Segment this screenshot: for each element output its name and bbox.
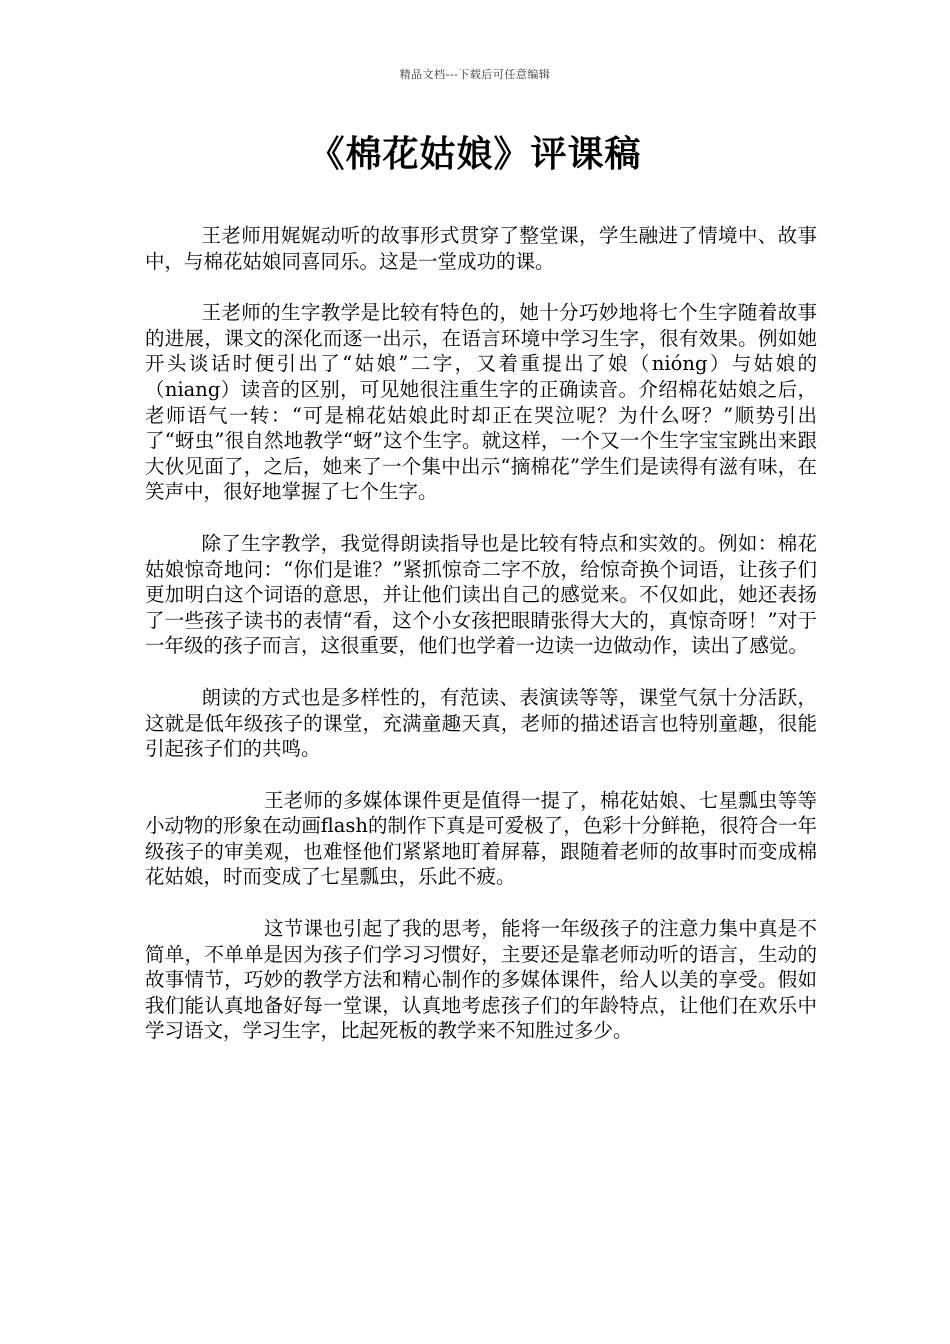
document-body [145, 223, 817, 1070]
paragraph: 王老师的生字教学是比较有特色的，她十分巧妙地将七个生字随着故事的进展，课文的深化而逐一出示，在语言环境中学习生字，很有效果。例如她开头谈话时便引出了“姑娘”二字，又着重提出了娘（nióng）与姑娘的（niang）读音的区别，可见她很注重生字的正确读音。介绍棉花姑娘之后，老师语气一转：“可是棉花姑娘此时却正在哭泣呢？为什么呀？”顺势引出了“蚜虫”很自然地教学“蚜”这个生字。就这样，一个又一个生字宝宝跳出来跟大伙见面了，之后，她来了一个集中出示“摘棉花”学生们是读得有滋有味，在笑声中，很好地掌握了七个生字。 [145, 301, 817, 504]
paragraph: 王老师的多媒体课件更是值得一提了，棉花姑娘、七星瓢虫等等小动物的形象在动画flash的制作下真是可爱极了，色彩十分鲜艳，很符合一年级孩子的审美观，也难怪他们紧紧地盯着屏幕，跟随着老师的故事时而变成棉花姑娘，时而变成了七星瓢虫，乐此不疲。 [145, 788, 817, 889]
header-note: 精品文档---下载后可任意编辑 [399, 68, 551, 81]
paragraph: 除了生字教学，我觉得朗读指导也是比较有特点和实效的。例如：棉花姑娘惊奇地问：“你们是谁？”紧抓惊奇二字不放，给惊奇换个词语，让孩子们更加明白这个词语的意思，并让他们读出自己的感觉来。不仅如此，她还表扬了一些孩子读书的表情“看，这个小女孩把眼睛张得大大的，真惊奇呀！”对于一年级的孩子而言，这很重要，他们也学着一边读一边做动作，读出了感觉。 [145, 531, 817, 658]
paragraph: 王老师用娓娓动听的故事形式贯穿了整堂课，学生融进了情境中、故事中，与棉花姑娘同喜同乐。这是一堂成功的课。 [145, 224, 817, 273]
document-title: 《棉花姑娘》评课稿 [308, 133, 642, 175]
paragraph: 这节课也引起了我的思考，能将一年级孩子的注意力集中真是不简单，不单单是因为孩子们学习习惯好，主要还是靠老师动听的语言，生动的故事情节，巧妙的教学方法和精心制作的多媒体课件，给人以美的享受。假如我们能认真地备好每一堂课，认真地考虑孩子们的年龄特点，让他们在欢乐中学习语文，学习生字，比起死板的教学来不知胜过多少。 [145, 917, 817, 1043]
paragraph: 朗读的方式也是多样性的，有范读、表演读等等，课堂气氛十分活跃，这就是低年级孩子的课堂，充满童趣天真，老师的描述语言也特别童趣，很能引起孩子们的共鸣。 [145, 685, 817, 761]
